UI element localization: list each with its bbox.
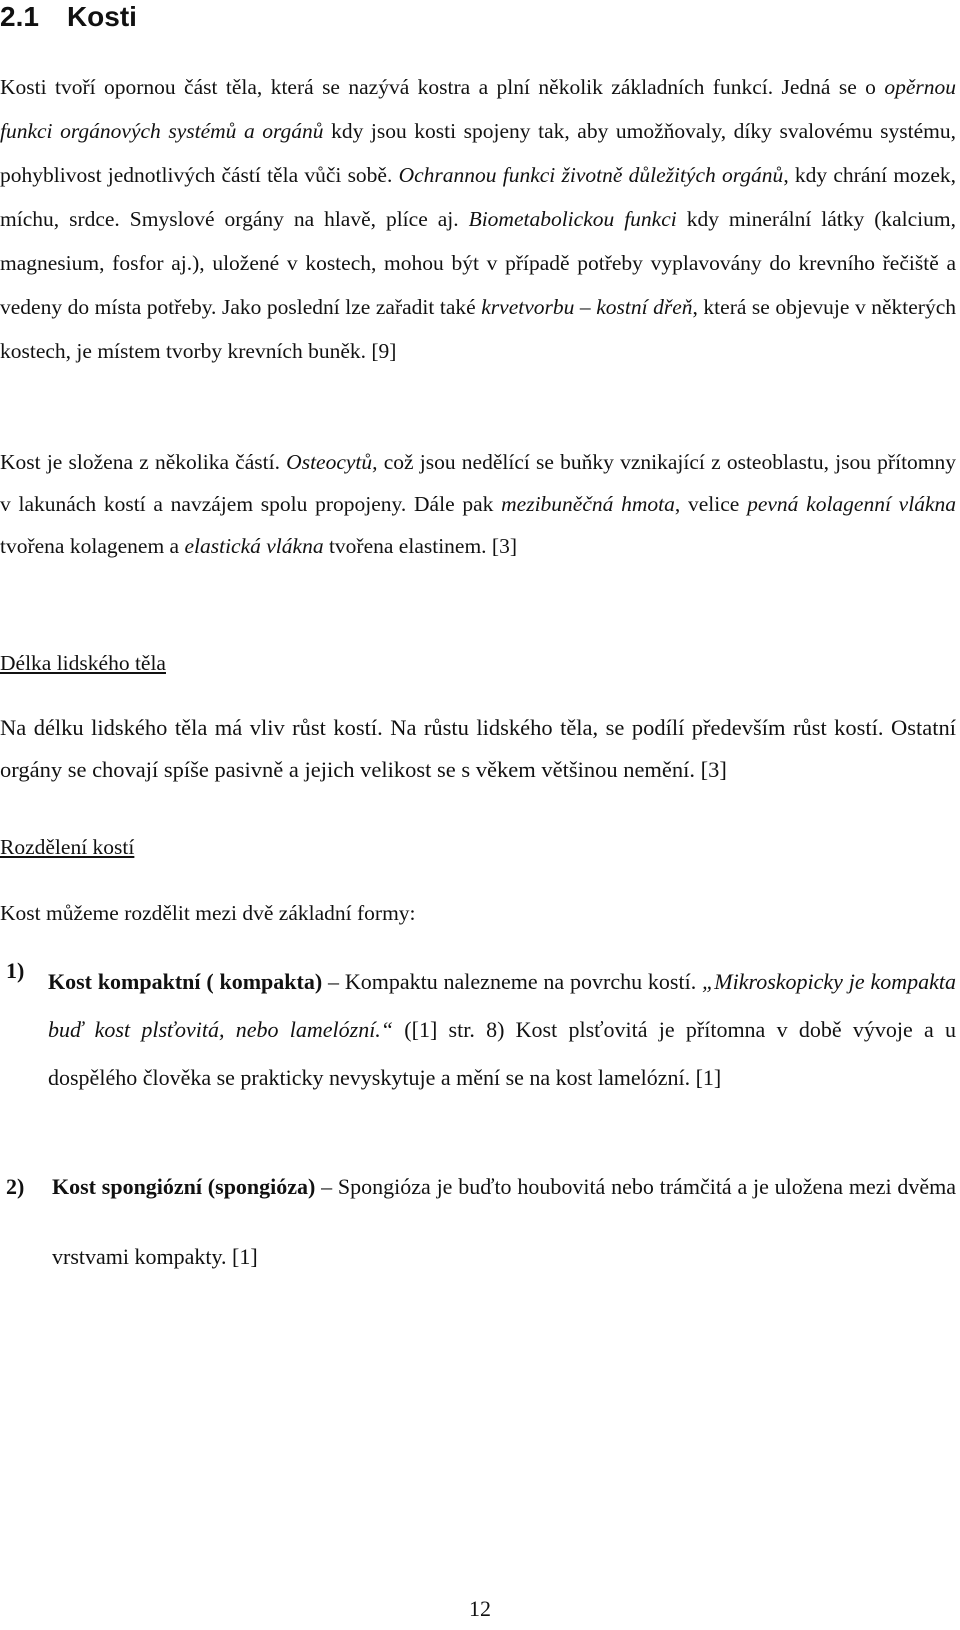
paragraph-composition: Kost je složena z několika částí. Osteocytů, což jsou nedělící se buňky vznikající z osteoblastu, jsou přítomny v lakunách kostí a navzájem spolu propojeny. Dále pak mezibuněčná hmota, velice pevná kolagenní vlákna tvořena kolagenem a elastická vlákna tvořena elastinem. [3] — [0, 450, 957, 558]
page-number: 12 — [469, 1596, 491, 1621]
subheading-bone-division: Rozdělení kostí — [0, 835, 135, 859]
list-item-body: Kost spongiózní (spongióza) – Spongióza je buďto houbovitá nebo trámčitá a je uložena mezi dvěma vrstvami kompakty. [1] — [52, 1174, 956, 1269]
paragraph-two-forms: Kost můžeme rozdělit mezi dvě základní formy: — [0, 901, 416, 925]
subheading-body-length: Délka lidského těla — [0, 651, 166, 675]
section-heading — [0, 0, 137, 34]
list-item-spongy-bone — [0, 1152, 956, 1292]
section-number: 2.1 — [0, 1, 39, 32]
list-item-compact-bone — [0, 958, 956, 1102]
paragraph-functions: Kosti tvoří opornou část těla, která se nazývá kostra a plní několik základních funkcí. Jedná se o opěrnou funkci orgánových systémů a orgánů kdy jsou kosti spojeny tak, aby umožňovaly, díky svalovému systému, pohyblivost jednotlivých částí těla vůči sobě. Ochrannou funkci životně důležitých orgánů, kdy chrání mozek, míchu, srdce. Smyslové orgány na hlavě, plíce aj. Biometabolickou funkci kdy minerální látky (kalcium, magnesium, fosfor aj.), uložené v kostech, mohou být v případě potřeby vyplavovány do krevního řečiště a vedeny do místa potřeby. Jako poslední lze zařadit také krvetvorbu – kostní dřeň, která se objevuje v některých kostech, je místem tvorby krevních buněk. [9] — [0, 75, 957, 363]
list-marker: 1) — [6, 958, 25, 983]
section-title: Kosti — [66, 1, 137, 32]
list-item-body: Kost kompaktní ( kompakta) – Kompaktu nalezneme na povrchu kostí. „Mikroskopicky je kompakta buď kost plsťovitá, nebo lamelózní.“ ([1] str. 8) Kost plsťovitá je přítomna v době vývoje a u dospělého člověka se prakticky nevyskytuje a mění se na kost lamelózní. [1] — [48, 969, 956, 1090]
list-marker: 2) — [6, 1174, 25, 1199]
paragraph-body-length: Na délku lidského těla má vliv růst kostí. Na růstu lidského těla, se podílí především růst kostí. Ostatní orgány se chovají spíše pasivně a jejich velikost se s věkem většinou nemění. [3] — [0, 715, 956, 782]
